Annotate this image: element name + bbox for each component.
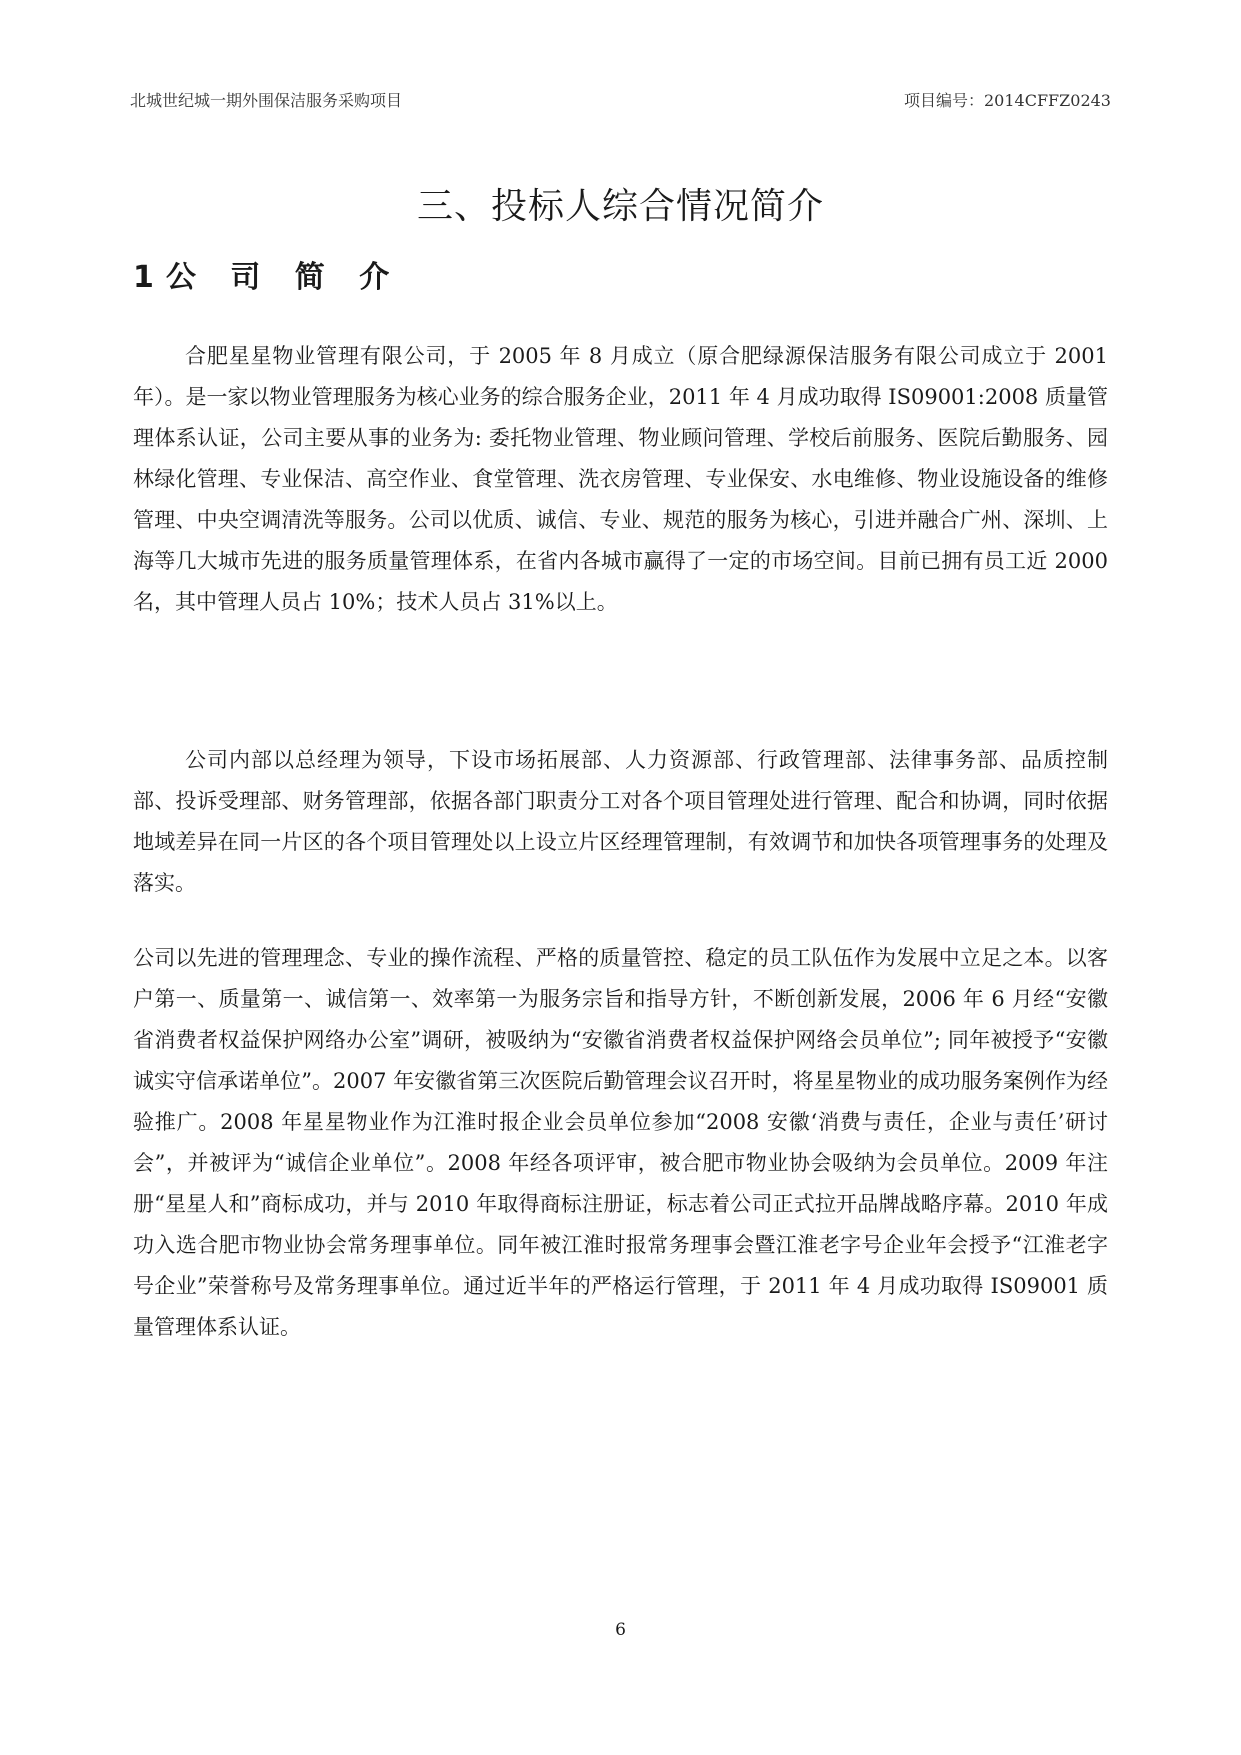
header-project-name: 北城世纪城一期外围保洁服务采购项目 [130,91,403,110]
header-divider [130,118,1111,119]
section-heading: 1公 司 简 介 [133,260,402,295]
page-title: 三、投标人综合情况简介 [416,186,824,227]
paragraph-company-overview: 合肥星星物业管理有限公司，于 2005 年 8 月成立（原合肥绿源保洁服务有限公司成立于 2001 年）。是一家以物业管理服务为核心业务的综合服务企业，2011 年 4 月成功取得 IS09001:2008 质量管理体系认证，公司主要从事的业务为: 委托物业管理、物业顾问管理、学校后前服务、医院后勤服务、园林绿化管理、专业保洁、高空作业、食堂管理、洗衣房管理、专业保安、水电维修、物业设施设备的维修管理、中央空调清洗等服务。公司以优质、诚信、专业、规范的服务为核心，引进并融合广州、深圳、上海等几大城市先进的服务质量管理体系，在省内各城市赢得了一定的市场空间。目前已拥有员工近 2000 名，其中管理人员占 10%；技术人员占 31%以上。 [133,344,1108,614]
paragraph-organization: 公司内部以总经理为领导，下设市场拓展部、人力资源部、行政管理部、法律事务部、品质控制部、投诉受理部、财务管理部，依据各部门职责分工对各个项目管理处进行管理、配合和协调，同时依据地域差异在同一片区的各个项目管理处以上设立片区经理管理制，有效调节和加快各项管理事务的处理及落实。 [133,748,1108,895]
paragraph-history: 公司以先进的管理理念、专业的操作流程、严格的质量管控、稳定的员工队伍作为发展中立足之本。以客户第一、质量第一、诚信第一、效率第一为服务宗旨和指导方针，不断创新发展，2006 年 6 月经“安徽省消费者权益保护网络办公室”调研，被吸纳为“安徽省消费者权益保护网络会员单位”; 同年被授予“安徽诚实守信承诺单位”。2007 年安徽省第三次医院后勤管理会议召开时，将星星物业的成功服务案例作为经验推广。2008 年星星物业作为江淮时报企业会员单位参加“2008 安徽‘消费与责任，企业与责任’研讨会”，并被评为“诚信企业单位”。2008 年经各项评审，被合肥市物业协会吸纳为会员单位。2009 年注册“星星人和”商标成功，并与 2010 年取得商标注册证，标志着公司正式拉开品牌战略序幕。2010 年成功入选合肥市物业协会常务理事单位。同年被江淮时报常务理事会暨江淮老字号企业年会授予“江淮老字号企业”荣誉称号及常务理事单位。通过近半年的严格运行管理，于 2011 年 4 月成功取得 IS09001 质量管理体系认证。 [133,946,1108,1339]
header-project-number: 项目编号：2014CFFZ0243 [903,91,1111,110]
page-number: 6 [615,1620,626,1640]
